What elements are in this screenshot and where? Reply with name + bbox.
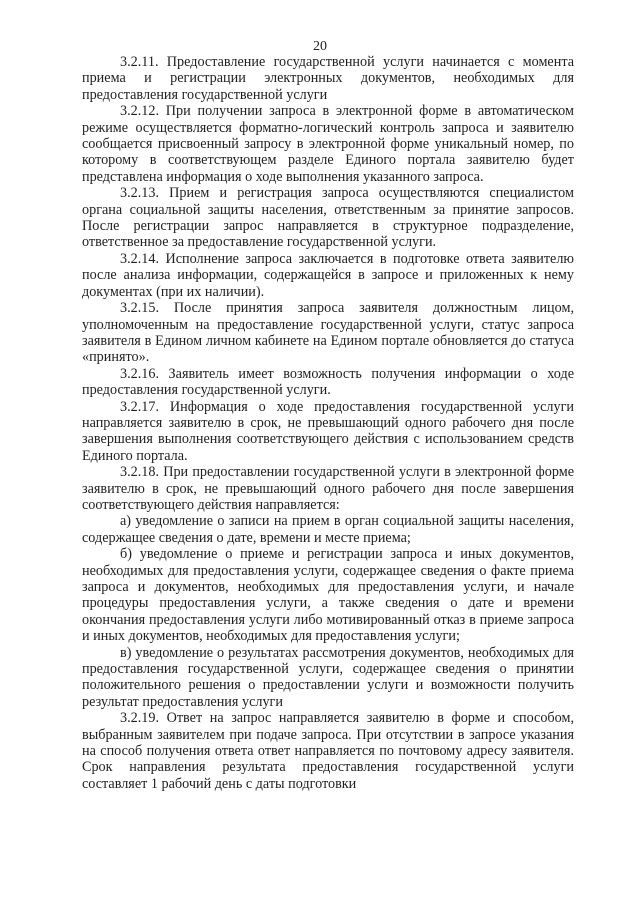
paragraph-3-2-19: 3.2.19. Ответ на запрос направляется заявителю в форме и способом, выбранным заявителем при подаче запроса. При отсутствии в запросе указания на способ получения ответа ответ направляется по почтовому адресу заявителя. Срок направления результата предоставления государственной услуги составляет 1 рабочий день с даты подготовки: [82, 710, 574, 792]
list-item-a: а) уведомление о записи на прием в орган социальной защиты населения, содержащее сведения о дате, времени и месте приема;: [82, 513, 574, 546]
paragraph-3-2-14: 3.2.14. Исполнение запроса заключается в подготовке ответа заявителю после анализа информации, содержащейся в запросе и приложенных к нему документах (при их наличии).: [82, 250, 574, 300]
paragraph-3-2-11: 3.2.11. Предоставление государственной услуги начинается с момента приема и регистрации электронных документов, необходимых для предоставления государственной услуги: [82, 54, 574, 103]
page-number: 20: [313, 39, 327, 54]
paragraph-3-2-12: 3.2.12. При получении запроса в электронной форме в автоматическом режиме осуществляется форматно-логический контроль запроса и заявителю сообщается присвоенный запросу в электронной форме уникальный номер, по которому в соответствующем разделе Единого портала заявителю будет представлена информация о ходе выполнения указанного запроса.: [82, 103, 574, 185]
paragraph-3-2-18: 3.2.18. При предоставлении государственной услуги в электронной форме заявителю в срок, не превышающий одного рабочего дня после завершения соответствующего действия направляется:: [82, 464, 574, 513]
paragraph-3-2-13: 3.2.13. Прием и регистрация запроса осуществляются специалистом органа социальной защиты населения, ответственным за принятие запросов. После регистрации запрос направляется в структурное подразделение, ответственное за предоставление государственной услуги.: [82, 185, 574, 251]
paragraph-3-2-15: 3.2.15. После принятия запроса заявителя должностным лицом, уполномоченным на предоставление государственной услуги, статус запроса заявителя в Едином личном кабинете на Едином портале обновляется до статуса «принято».: [82, 300, 574, 366]
list-item-v: в) уведомление о результатах рассмотрения документов, необходимых для предоставления государственной услуги, содержащее сведения о принятии положительного решения о предоставлении услуги и возможности получить результат предоставления услуги: [82, 644, 574, 710]
paragraph-3-2-16: 3.2.16. Заявитель имеет возможность получения информации о ходе предоставления государственной услуги.: [82, 365, 574, 399]
list-item-b: б) уведомление о приеме и регистрации запроса и иных документов, необходимых для предоставления услуги, содержащее сведения о факте приема запроса и документов, необходимых для предоставления услуги, и начале процедуры предоставления услуги, а также сведения о дате и времени окончания предоставления услуги либо мотивированный отказ в приеме запроса и иных документов, необходимых для предоставления услуги;: [82, 546, 574, 645]
document-body: [82, 54, 574, 792]
paragraph-3-2-17: 3.2.17. Информация о ходе предоставления государственной услуги направляется заявителю в срок, не превышающий одного рабочего дня после завершения выполнения соответствующего действия с использованием средств Единого портала.: [82, 398, 574, 464]
